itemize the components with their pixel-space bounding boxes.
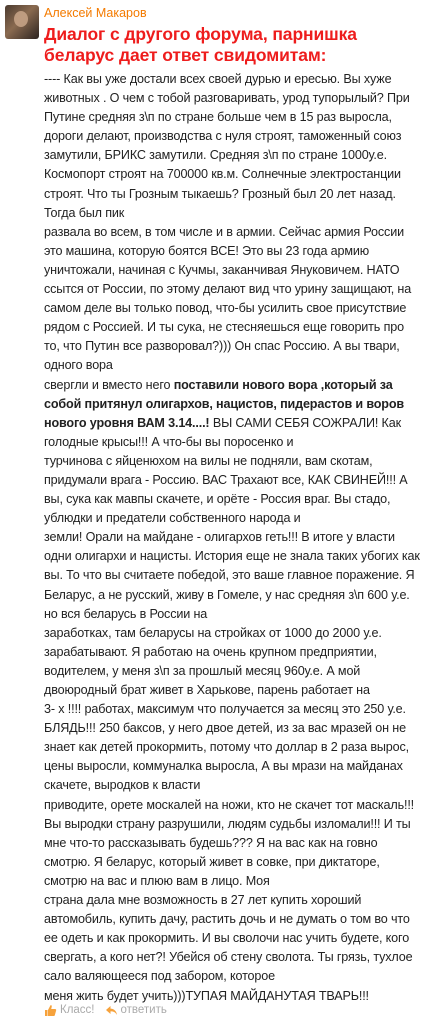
body-line	[44, 452, 431, 471]
body-text: Вы выродки страну разрушили, людям судьбы изломали!!! И ты	[44, 816, 411, 831]
body-line	[44, 509, 431, 528]
body-line	[44, 108, 431, 127]
body-line	[44, 719, 431, 738]
body-text: страна дала мне возможность в 27 лет купить хороший	[44, 893, 362, 908]
body-text: то, что Путин все разворовал?))) Он спас Россию. А вы твари,	[44, 339, 400, 354]
body-line	[44, 967, 431, 986]
body-line	[44, 376, 431, 395]
body-text: ссытся от России, по этому делают вид что урину защищают, на	[44, 282, 412, 297]
body-line	[44, 624, 431, 643]
reply-arrow-icon	[105, 1004, 118, 1017]
body-line	[44, 566, 431, 585]
body-text: одного вора	[44, 358, 113, 373]
thumbs-up-icon	[44, 1004, 57, 1017]
body-line	[44, 776, 431, 795]
body-text: замутили, БРИКС замутили. Средняя з\п по стране 1000у.е.	[44, 148, 387, 163]
body-line	[44, 929, 431, 948]
body-text: Беларус, а не русский, живу в Гомеле, у нас средняя з\п 600 у.е.	[44, 587, 410, 602]
body-text: Путине средняя з\п по стране больше чем в 15 раз выросла,	[44, 110, 392, 125]
body-text: меня жить будет учить)))ТУПАЯ МАЙДАНУТАЯ ТВАРЬ!!!	[44, 988, 369, 1003]
body-line	[44, 700, 431, 719]
body-bold-text: поставили нового вора ,который за	[173, 377, 393, 392]
body-text: приводите, орете москалей на ножи, кто не скачет тот маскаль!!!	[44, 797, 415, 812]
body-text: уничтожали, начиная с Кучмы, заканчивая Януковичем. НАТО	[44, 262, 400, 277]
body-text: рядом с Россией. И ты сука, не стесняешься еще говорить про	[44, 320, 404, 335]
body-text: земли! Орали на майдане - олигархов геть!!! В итоге у власти	[44, 530, 395, 545]
body-line	[44, 948, 431, 967]
body-line	[44, 681, 431, 700]
body-text: мне что-то рассказывать будешь??? Я на вас как на говно	[44, 835, 378, 850]
body-text: животных . О чем с тобой разговаривать, урод тупорылый? При	[44, 91, 410, 106]
body-text: Тогда был пик	[44, 205, 125, 220]
body-line	[44, 586, 431, 605]
body-line	[44, 471, 431, 490]
body-line	[44, 815, 431, 834]
author-name[interactable]: Алексей Макаров	[44, 6, 147, 20]
body-line	[44, 204, 431, 223]
body-line	[44, 872, 431, 891]
body-text: вы, сука как мавпы скачете, и орёте - Россия враг. Вы стадо,	[44, 492, 391, 507]
body-text: развала во всем, в том числе и в армии. Сейчас армия России	[44, 224, 404, 239]
body-line	[44, 414, 431, 433]
body-line	[44, 662, 431, 681]
avatar[interactable]	[5, 5, 39, 39]
body-line	[44, 834, 431, 853]
body-line	[44, 127, 431, 146]
body-line	[44, 853, 431, 872]
body-line	[44, 643, 431, 662]
body-text: дороги делают, производства с нуля строят, таможенный союз	[44, 129, 402, 144]
body-line	[44, 337, 431, 356]
body-line	[44, 146, 431, 165]
body-line	[44, 299, 431, 318]
body-text: самом деле вы только повод, что-бы усилить свое присутствие	[44, 301, 407, 316]
body-line	[44, 242, 431, 261]
body-line	[44, 910, 431, 929]
post-actions	[44, 1001, 167, 1019]
body-line	[44, 528, 431, 547]
body-line	[44, 547, 431, 566]
body-line	[44, 757, 431, 776]
body-text: свергли и вместо него	[44, 377, 174, 392]
body-text: Космопорт строят на 700000 кв.м. Солнечные электростанции	[44, 167, 401, 182]
body-line	[44, 280, 431, 299]
body-line	[44, 433, 431, 452]
body-text: ---- Как вы уже достали всех своей дурью и ересью. Вы хуже	[44, 72, 392, 86]
body-text: сало валяющееся под забором, которое	[44, 969, 275, 984]
body-bold-text: собой притянул олигархов, нацистов, пидерастов и воров	[44, 396, 404, 411]
body-text: придумали врага - Россию. ВАС Трахают все, КАК СВИНЕЙ!!! А	[44, 472, 408, 487]
body-text: голодные крысы!!! А что-бы вы поросенко и	[44, 434, 294, 449]
body-text: но вся беларусь в России на	[44, 606, 208, 621]
body-text: БЛЯДЬ!!! 250 баксов, у него двое детей, из за вас мразей он не	[44, 721, 406, 736]
like-button[interactable]	[44, 1004, 95, 1017]
body-text: цены выросли, коммуналка выросла, А вы мрази на майданах	[44, 759, 403, 774]
body-line	[44, 223, 431, 242]
body-text: турчинова с яйценюхом на вилы не подняли, вам скотам,	[44, 453, 373, 468]
body-line	[44, 395, 431, 414]
body-text: строят. Что ты Грозным тыкаешь? Грозный был 20 лет назад.	[44, 186, 396, 201]
body-text: автомобиль, купить дачу, растить дочь и не думать о том во что	[44, 912, 410, 927]
body-bold-text: нового уровня ВАМ 3.14....!	[44, 415, 210, 430]
body-text: зарабатывают. Я работаю на очень крупном предприятии,	[44, 644, 377, 659]
body-line	[44, 261, 431, 280]
body-text: смотрю. Я беларус, который живет в совке, при диктаторе,	[44, 854, 380, 869]
post-body	[44, 70, 431, 1006]
body-text: ВЫ САМИ СЕБЯ СОЖРАЛИ! Как	[209, 415, 401, 430]
body-text: вы. То что вы считаете победой, это ваше главное поражение. Я	[44, 568, 415, 583]
body-line	[44, 605, 431, 624]
body-line	[44, 490, 431, 509]
body-line	[44, 89, 431, 108]
body-text: одни олигархи и нацисты. История еще не знала таких убогих как	[44, 549, 420, 564]
body-line	[44, 891, 431, 910]
body-text: скачете, выродков к власти	[44, 778, 201, 793]
reply-button[interactable]	[105, 1004, 167, 1017]
body-text: ублюдки и предатели собственного народа и	[44, 511, 301, 526]
body-text: двоюродный брат живет в Харькове, парень работает на	[44, 683, 370, 697]
body-line	[44, 185, 431, 204]
body-line	[44, 738, 431, 757]
body-line	[44, 356, 431, 375]
body-text: это машина, которую боятся ВСЕ! Это вы 23 года армию	[44, 243, 370, 258]
body-text: свергать, а кого нет?! Убейся об стену сволота. Ты грязь, тухлое	[44, 950, 413, 965]
post-title: Диалог с другого форума, парнишка беларус дает ответ свидомитам:	[44, 24, 357, 65]
body-line	[44, 70, 431, 89]
body-text: заработках, там беларусы на стройках от 1000 до 2000 у.е.	[44, 625, 382, 640]
like-label: Класс!	[60, 1004, 95, 1016]
body-text: водителем, у меня з\п за прошлый месяц 960у.е. А мой	[44, 663, 361, 678]
body-text: смотрю на вас и плюю вам в лицо. Моя	[44, 873, 270, 888]
body-text: 3- х !!!! работах, максимум что получается за месяц это 250 у.е.	[44, 702, 406, 717]
body-line	[44, 318, 431, 337]
body-text: ее одеть и как прокормить. И вы сволочи нас учить будете, кого	[44, 931, 410, 946]
reply-label: ответить	[120, 1004, 167, 1016]
body-line	[44, 165, 431, 184]
body-line	[44, 796, 431, 815]
body-text: знает как детей прокормить, потому что доллар в 2 раза вырос,	[44, 740, 409, 755]
